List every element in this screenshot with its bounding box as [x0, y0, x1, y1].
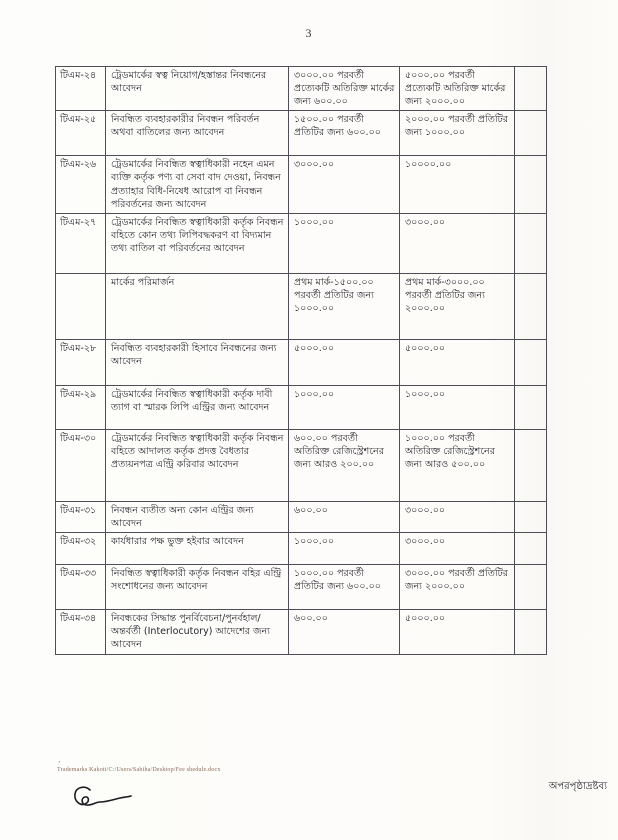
row-description-cell: ট্রেডমার্কের নিবন্ধিত স্বত্বাধিকারী কর্তৃক নিবন্ধন বহিতে আদালত কর্তৃক প্রদত্ত বৈধতার প্রত্যয়নপত্র এন্ট্রি করিবার আবেদন: [106, 429, 289, 501]
handwritten-signature: [68, 783, 138, 825]
row-fee2-cell: ৫০০০.০০ পরবর্তী প্রত্যেকটি অতিরিক্ত মার্কের জন্য ২০০০.০০: [400, 67, 515, 111]
row-extra-cell: [515, 564, 547, 609]
row-fee1-cell: ৩০০০.০০: [289, 156, 400, 213]
table-row: [56, 564, 547, 609]
row-fee2-cell: ৩০০০.০০ পরবর্তী প্রতিটির জন্য ২০০০.০০: [400, 564, 515, 609]
row-id-cell: টিএম-৩১: [56, 501, 106, 532]
row-id-cell: টিএম-৩২: [56, 532, 106, 564]
row-fee1-cell: ৬০০.০০: [289, 609, 400, 654]
row-extra-cell: [515, 213, 547, 273]
row-id-cell: টিএম-৩০: [56, 429, 106, 501]
row-description-cell: ট্রেডমার্কের নিবন্ধিত স্বত্বাধিকারী নহেন এমন ব্যক্তি কর্তৃক পণ্য বা সেবা বাদ দেওয়া, নিবন্ধন প্রত্যাহার বিধি-নিষেধ আরোপ বা নিবন্ধন পরিবর্তনের জন্য আবেদন: [106, 156, 289, 213]
row-fee1-cell: ১০০০.০০: [289, 385, 400, 429]
table-row: [56, 67, 547, 111]
row-id-cell: টিএম-৩৩: [56, 564, 106, 609]
row-fee2-cell: ১০০০.০০ পরবর্তী অতিরিক্ত রেজিস্ট্রেশনের জন্য আরও ৫০০.০০: [400, 429, 515, 501]
row-fee2-cell: ৩০০০.০০: [400, 213, 515, 273]
row-fee2-cell: ৩০০০.০০: [400, 501, 515, 532]
table-row: [56, 429, 547, 501]
row-description-cell: কার্যধারার পক্ষ ভুক্ত হইবার আবেদন: [106, 532, 289, 564]
fee-schedule-table: [55, 66, 547, 655]
row-fee2-cell: ৫০০০.০০: [400, 339, 515, 385]
row-extra-cell: [515, 532, 547, 564]
row-extra-cell: [515, 339, 547, 385]
row-id-cell: টিএম-২৯: [56, 385, 106, 429]
fee-table-body: [56, 67, 547, 655]
page-number: 3: [305, 26, 313, 40]
row-extra-cell: [515, 67, 547, 111]
row-description-cell: নিবন্ধন ব্যতীত অন্য কোন এন্ট্রির জন্য আবেদন: [106, 501, 289, 532]
row-fee2-cell: ১০০০০.০০: [400, 156, 515, 213]
row-extra-cell: [515, 273, 547, 339]
stray-red-mark: ’: [58, 760, 61, 768]
row-fee1-cell: ১০০০.০০: [289, 213, 400, 273]
row-extra-cell: [515, 429, 547, 501]
table-row: [56, 501, 547, 532]
row-extra-cell: [515, 385, 547, 429]
row-fee1-cell: ১৫০০.০০ পরবর্তী প্রতিটির জন্য ৬০০.০০: [289, 111, 400, 156]
row-extra-cell: [515, 609, 547, 654]
row-id-cell: টিএম-২৭: [56, 213, 106, 273]
row-id-cell: টিএম-২৮: [56, 339, 106, 385]
table-row: [56, 213, 547, 273]
row-fee1-cell: ৩০০০.০০ পরবর্তী প্রত্যেকটি অতিরিক্ত মার্কের জন্য ৬০০.০০: [289, 67, 400, 111]
row-description-cell: ট্রেডমার্কের নিবন্ধিত স্বত্বাধিকারী কর্তৃক নিবন্ধন বহিতে কোন তথ্য লিপিবদ্ধকরণ বা বিদ্যমান তথ্য বাতিল বা পরিবর্তনের আবেদন: [106, 213, 289, 273]
row-description-cell: নিবন্ধকের সিদ্ধান্ত পুনর্বিবেচনা/পুনর্বহাল/অন্তর্বর্তী (Interlocutory) আদেশের জন্য আবেদন: [106, 609, 289, 654]
row-id-cell: টিএম-২৬: [56, 156, 106, 213]
row-description-cell: মার্কের পরিমার্জন: [106, 273, 289, 339]
row-extra-cell: [515, 111, 547, 156]
next-page-note: অপরপৃষ্ঠাদ্রষ্টব্য: [548, 781, 607, 792]
row-fee1-cell: ৬০০.০০ পরবর্তী অতিরিক্ত রেজিস্ট্রেশনের জন্য আরও ২০০.০০: [289, 429, 400, 501]
row-id-cell: টিএম-৩৪: [56, 609, 106, 654]
table-row: [56, 156, 547, 213]
row-id-cell: টিএম-২৪: [56, 67, 106, 111]
row-description-cell: নিবন্ধিত ব্যবহারকারী হিসাবে নিবন্ধনের জন্য আবেদন: [106, 339, 289, 385]
row-fee1-cell: ১০০০.০০: [289, 532, 400, 564]
row-fee2-cell: ৫০০০.০০: [400, 609, 515, 654]
row-description-cell: ট্রেডমার্কের স্বত্ব নিয়োগ/হস্তান্তর নিবন্ধনের আবেদন: [106, 67, 289, 111]
row-fee2-cell: প্রথম মার্ক-৩০০০.০০ পরবর্তী প্রতিটির জন্য ২০০০.০০: [400, 273, 515, 339]
row-fee2-cell: ১০০০.০০: [400, 385, 515, 429]
table-row: [56, 609, 547, 654]
row-description-cell: ট্রেডমার্কের নিবন্ধিত স্বত্বাধিকারী কর্তৃক দাবী ত্যাগ বা স্মারক লিপি এন্ট্রির জন্য আবেদন: [106, 385, 289, 429]
row-extra-cell: [515, 501, 547, 532]
row-id-cell: [56, 273, 106, 339]
row-extra-cell: [515, 156, 547, 213]
row-fee1-cell: ৫০০০.০০: [289, 339, 400, 385]
row-description-cell: নিবন্ধিত ব্যবহারকারীর নিবন্ধন পরিবর্তন অথবা বাতিলের জন্য আবেদন: [106, 111, 289, 156]
row-fee2-cell: ২০০০.০০ পরবর্তী প্রতিটির জন্য ১০০০.০০: [400, 111, 515, 156]
row-fee1-cell: ১০০০.০০ পরবর্তী প্রতিটির জন্য ৬০০.০০: [289, 564, 400, 609]
table-row: [56, 111, 547, 156]
document-file-path: Trademarks Kakoti/C:/Users/Sabiha/Desktop/Fee shedule.docx: [57, 767, 221, 773]
table-row: [56, 532, 547, 564]
row-fee1-cell: ৬০০.০০: [289, 501, 400, 532]
row-fee1-cell: প্রথম মার্ক-১৫০০.০০ পরবর্তী প্রতিটির জন্য ১০০০.০০: [289, 273, 400, 339]
signature-stroke-icon: [68, 783, 138, 825]
table-row: [56, 273, 547, 339]
table-row: [56, 339, 547, 385]
row-fee2-cell: ৩০০০.০০: [400, 532, 515, 564]
row-id-cell: টিএম-২৫: [56, 111, 106, 156]
table-row: [56, 385, 547, 429]
row-description-cell: নিবন্ধিত স্বত্বাধিকারী কর্তৃক নিবন্ধন বহির এন্ট্রি সংশোধনের জন্য আবেদন: [106, 564, 289, 609]
